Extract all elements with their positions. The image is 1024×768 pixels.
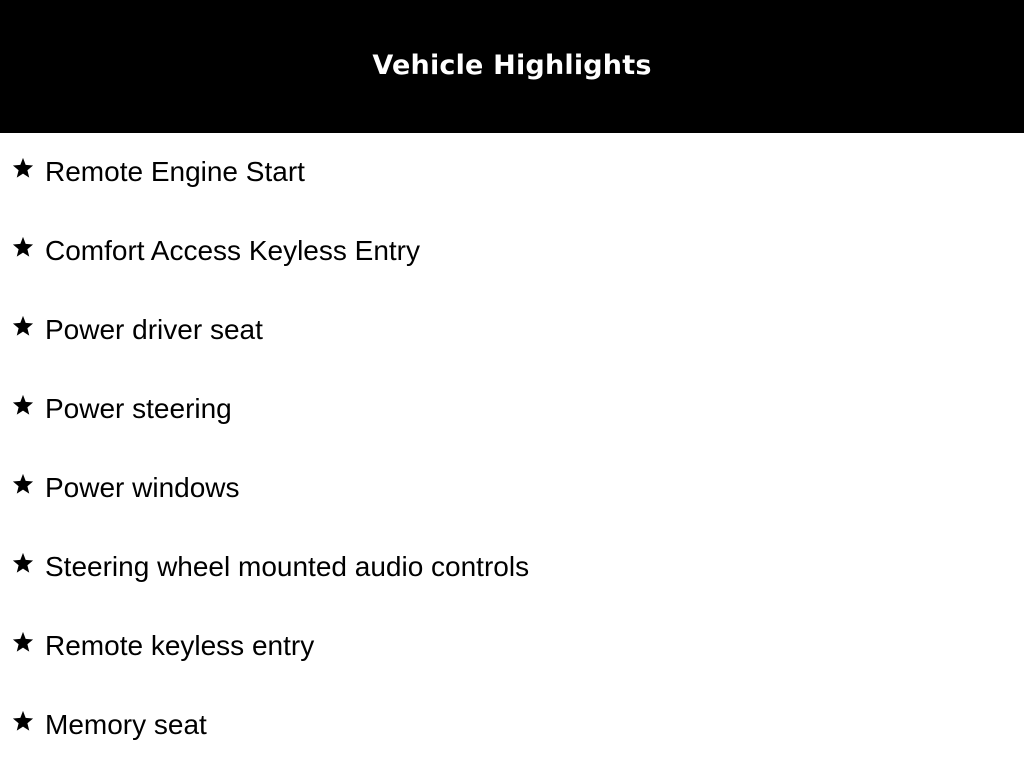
list-item-label: Remote keyless entry — [45, 630, 315, 661]
header-banner — [0, 0, 1024, 133]
star-icon — [12, 552, 34, 574]
star-icon — [12, 157, 34, 179]
star-icon — [12, 315, 34, 337]
list-item — [12, 231, 420, 271]
list-item-label: Power driver seat — [45, 314, 263, 345]
list-item-label: Memory seat — [45, 709, 207, 740]
star-icon — [12, 394, 34, 416]
star-icon — [12, 236, 34, 258]
list-item-label: Comfort Access Keyless Entry — [45, 235, 421, 266]
list-item — [12, 310, 263, 350]
list-item-label: Power steering — [45, 393, 232, 424]
list-item — [12, 705, 207, 745]
list-item-label: Steering wheel mounted audio controls — [45, 551, 530, 582]
list-item — [12, 152, 305, 192]
list-item-label: Power windows — [45, 472, 240, 503]
list-item — [12, 547, 529, 587]
star-icon — [12, 473, 34, 495]
list-item — [12, 468, 240, 508]
list-item-label: Remote Engine Start — [45, 156, 305, 187]
star-icon — [12, 631, 34, 653]
list-item — [12, 389, 232, 429]
page-title: Vehicle Highlights — [372, 50, 652, 81]
star-icon — [12, 710, 34, 732]
list-item — [12, 626, 314, 666]
